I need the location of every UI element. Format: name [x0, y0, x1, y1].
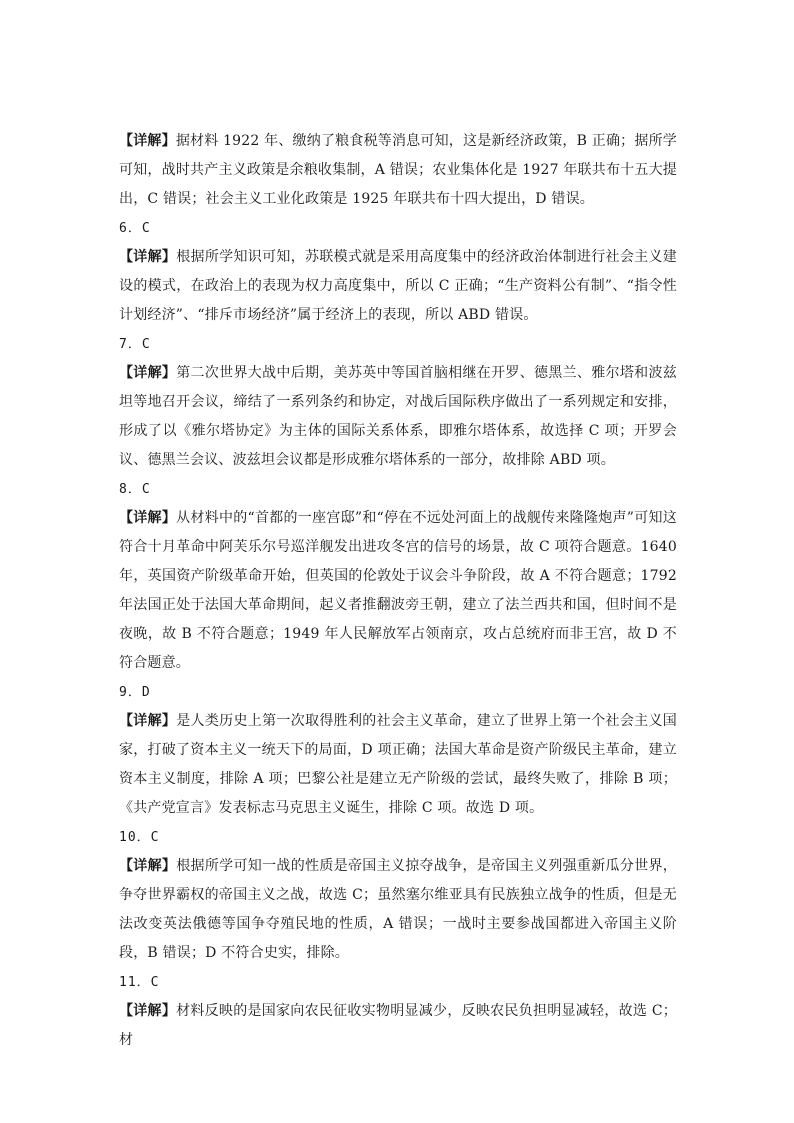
detail-tag: 【详解】 — [119, 713, 177, 729]
detail-tag: 【详解】 — [119, 365, 177, 381]
detail-paragraph-11 — [119, 997, 677, 1055]
detail-paragraph-7 — [119, 359, 677, 475]
detail-tag: 【详解】 — [119, 249, 177, 265]
answer-7: 7．C — [119, 337, 151, 352]
detail-tag: 【详解】 — [119, 1003, 177, 1019]
detail-text: 据材料 1922 年、缴纳了粮食税等消息可知，这是新经济政策，B 正确；据所学可知，战时共产主义政策是余粮收集制，A 错误；农业集体化是 1927 年联共布十五大提出，C 错误；社会主义工业化政策是 1925 年联共布十四大提出，D 错误。 — [119, 133, 677, 207]
detail-paragraph-9 — [119, 707, 677, 823]
detail-text: 材料反映的是国家向农民征收实物明显减少，反映农民负担明显减轻，故选 C；材 — [119, 1003, 677, 1048]
detail-paragraph-6 — [119, 243, 677, 330]
detail-tag: 【详解】 — [119, 510, 177, 526]
detail-paragraph-10 — [119, 852, 677, 968]
detail-tag: 【详解】 — [119, 133, 176, 149]
answer-11: 11．C — [119, 975, 160, 990]
detail-text: 从材料中的“首都的一座宫邸”和“停在不远处河面上的战舰传来隆隆炮声”可知这符合十月革命中阿芙乐尔号巡洋舰发出进攻冬宫的信号的场景，故 C 项符合题意。1640 年，英国资产阶级革命开始，但英国的伦敦处于议会斗争阶段，故 A 不符合题意；1792 年法国正处于法国大革命期间，起义者推翻波旁王朝，建立了法兰西共和国，但时间不是夜晚，故 B 不符合题意；1949 年人民解放军占领南京，攻占总统府而非王宫，故 D 不符合题意。 — [119, 510, 677, 671]
detail-paragraph-8 — [119, 504, 677, 678]
detail-text: 第二次世界大战中后期，美苏英中等国首脑相继在开罗、德黑兰、雅尔塔和波兹坦等地召开会议，缔结了一系列条约和协定，对战后国际秩序做出了一系列规定和安排，形成了以《雅尔塔协定》为主体的国际关系体系，即雅尔塔体系，故选择 C 项；开罗会议、德黑兰会议、波兹坦会议都是形成雅尔塔体系的一部分，故排除 ABD 项。 — [119, 365, 677, 468]
detail-text: 根据所学知识可知，苏联模式就是采用高度集中的经济政治体制进行社会主义建设的模式，在政治上的表现为权力高度集中，所以 C 正确；“生产资料公有制”、“指令性计划经济”、“排斥市场经济”属于经济上的表现，所以 ABD 错误。 — [119, 249, 677, 323]
answer-explanations — [119, 127, 677, 1055]
answer-10: 10．C — [119, 830, 160, 845]
detail-text: 是人类历史上第一次取得胜利的社会主义革命，建立了世界上第一个社会主义国家，打破了资本主义一统天下的局面，D 项正确；法国大革命是资产阶级民主革命，建立资本主义制度，排除 A 项；巴黎公社是建立无产阶级的尝试，最终失败了，排除 B 项；《共产党宣言》发表标志马克思主义诞生，排除 C 项。故选 D 项。 — [119, 713, 677, 816]
detail-tag: 【详解】 — [119, 858, 177, 874]
answer-9: 9．D — [119, 685, 151, 700]
answer-6: 6．C — [119, 221, 151, 236]
answer-8: 8．C — [119, 482, 151, 497]
detail-text: 根据所学可知一战的性质是帝国主义掠夺战争，是帝国主义列强重新瓜分世界，争夺世界霸权的帝国主义之战，故选 C；虽然塞尔维亚具有民族独立战争的性质，但是无法改变英法俄德等国争夺殖民地的性质，A 错误；一战时主要参战国都进入帝国主义阶段，B 错误；D 不符合史实，排除。 — [119, 858, 677, 961]
detail-paragraph-5 — [119, 127, 677, 214]
